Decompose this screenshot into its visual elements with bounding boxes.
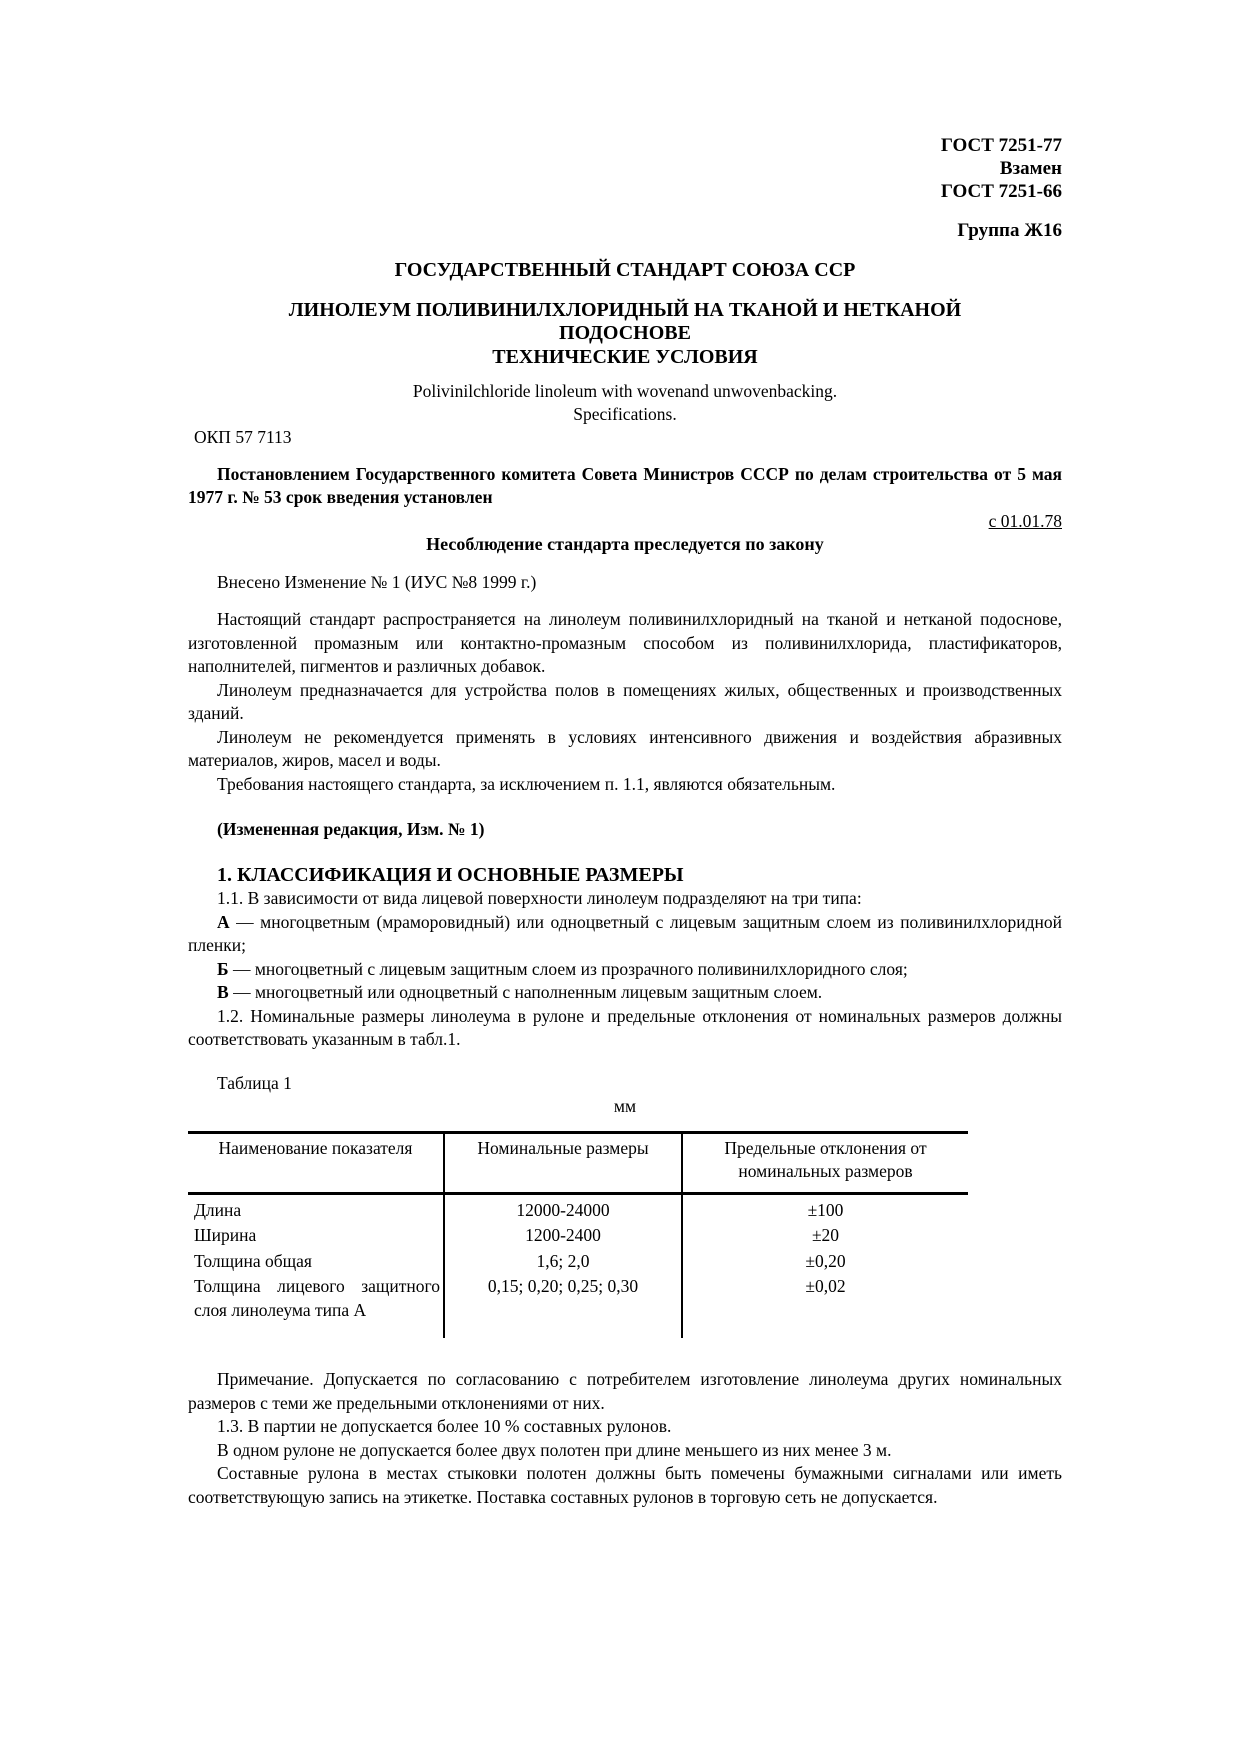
standard-number-block [188,134,1062,203]
group-code: Группа Ж16 [957,220,1062,241]
row-deviation-cell: ±20 [811,1225,840,1245]
intro-paragraph-2: Линолеум предназначается для устройства полов в помещениях жилых, общественных и производственных зданий. [188,679,1062,723]
clause-1-3b: Составные рулона в местах стыковки полотен должны быть помечены бумажными сигналами или иметь соответствующую запись на этикетке. Поставка составных рулонов в торговую сеть не допускается. [188,1463,1062,1507]
table-unit-label: мм [613,1096,637,1116]
decree-paragraph: Постановлением Государственного комитета Совета Министров СССР по делам строительства от 5 мая 1977 г. № 53 срок введения установлен [188,463,1062,507]
type-v-letter: В [217,982,229,1002]
revision-note: (Измененная редакция, Изм. № 1) [217,819,485,839]
type-a-text: — многоцветным (мраморовидный) или одноцветный с лицевым защитным слоем из поливинилхлоридной пленки; [188,911,1062,955]
clause-1-3: 1.3. В партии не допускается более 10 % составных рулонов. [217,1416,672,1436]
doc-title-english [188,380,1062,426]
table-note: Примечание. Допускается по согласованию с потребителем изготовление линолеума других номинальных размеров с теми же предельными отклонениями от них. [188,1369,1062,1413]
row-name-cell: Длина [188,1193,444,1223]
table-row-length [188,1193,968,1223]
type-a-letter: А [217,911,230,932]
table-header-row [188,1132,968,1193]
table-caption: Таблица 1 [217,1072,292,1093]
type-v-item [188,981,1062,1005]
clause-1-3a: В одном рулоне не допускается более двух полотен при длине меньшего из них менее 3 м. [217,1439,892,1460]
table-row-total-thickness [188,1249,968,1275]
table-header-name: Наименование показателя [188,1132,444,1193]
intro-paragraph-1: Настоящий стандарт распространяется на линолеум поливинилхлоридный на тканой и нетканой подоснове, изготовленной промазным или контактно-промазным способом из поливинилхлорида, пластификаторов, наполнителей, пигментов и различных добавок. [188,609,1062,676]
type-a-item [188,911,1062,958]
law-notice: Несоблюдение стандарта преследуется по закону [426,534,824,554]
row-size-cell: 12000-24000 [444,1193,682,1223]
table-row-width [188,1223,968,1249]
replaced-standard-number: ГОСТ 7251-66 [940,181,1062,202]
row-name-cell: Ширина [188,1223,444,1249]
clause-1-2: 1.2. Номинальные размеры линолеума в рулоне и предельные отклонения от номинальных размеров должны соответствовать указанным в табл.1. [188,1005,1062,1049]
dimensions-table [188,1131,968,1339]
intro-paragraph-3: Линолеум не рекомендуется применять в условиях интенсивного движения и воздействия абразивных материалов, жиров, масел и воды. [188,726,1062,770]
table-header-deviation-text: Предельные отклонения от номинальных размеров [724,1137,927,1181]
clause-1-1: 1.1. В зависимости от вида лицевой поверхности линолеум подразделяют на три типа: [217,888,862,908]
doc-title-english-line: Polivinilchloride linoleum with wovenand unwovenbacking. [412,381,838,401]
row-size-cell: 1,6; 2,0 [444,1249,682,1275]
table-row-face-layer-thickness [188,1274,968,1338]
row-deviation-cell: ±0,02 [805,1276,846,1296]
intro-paragraph-4: Требования настоящего стандарта, за исключением п. 1.1, являются обязательным. [217,773,836,794]
amendment-note: Внесено Изменение № 1 (ИУС №8 1999 г.) [217,571,537,592]
type-b-text: — многоцветный с лицевым защитным слоем из прозрачного поливинилхлоридного слоя; [228,958,908,979]
section-1-heading: 1. КЛАССИФИКАЦИЯ И ОСНОВНЫЕ РАЗМЕРЫ [217,863,684,886]
row-deviation-cell: ±100 [807,1199,844,1220]
doc-title-line-1: ЛИНОЛЕУМ ПОЛИВИНИЛХЛОРИДНЫЙ НА ТКАНОЙ И НЕТКАНОЙ [288,298,962,321]
replaces-label: Взамен [999,158,1062,179]
row-size-cell: 0,15; 0,20; 0,25; 0,30 [444,1274,682,1338]
standard-number: ГОСТ 7251-77 [940,135,1062,156]
row-name-cell: Толщина общая [188,1249,444,1275]
row-deviation-cell: ±0,20 [805,1250,846,1271]
org-title: ГОСУДАРСТВЕННЫЙ СТАНДАРТ СОЮЗА ССР [394,258,856,281]
table-header-nominal-size: Номинальные размеры [444,1132,682,1193]
type-b-letter: Б [217,958,229,979]
doc-specifications-english: Specifications. [573,404,677,424]
okp-code: ОКП 57 7113 [194,427,292,447]
doc-title [188,299,1062,370]
row-size-cell: 1200-2400 [444,1223,682,1249]
effective-date: с 01.01.78 [988,510,1062,531]
effective-date-row [188,510,1062,534]
doc-title-line-2: ПОДОСНОВЕ [559,322,691,344]
doc-title-line-3: ТЕХНИЧЕСКИЕ УСЛОВИЯ [492,345,758,368]
table-header-deviation [682,1132,968,1193]
row-name-cell: Толщина лицевого защитного слоя линолеума типа А [188,1274,444,1338]
type-v-text: — многоцветный или одноцветный с наполненным лицевым защитным слоем. [228,982,823,1002]
type-b-item [188,958,1062,982]
